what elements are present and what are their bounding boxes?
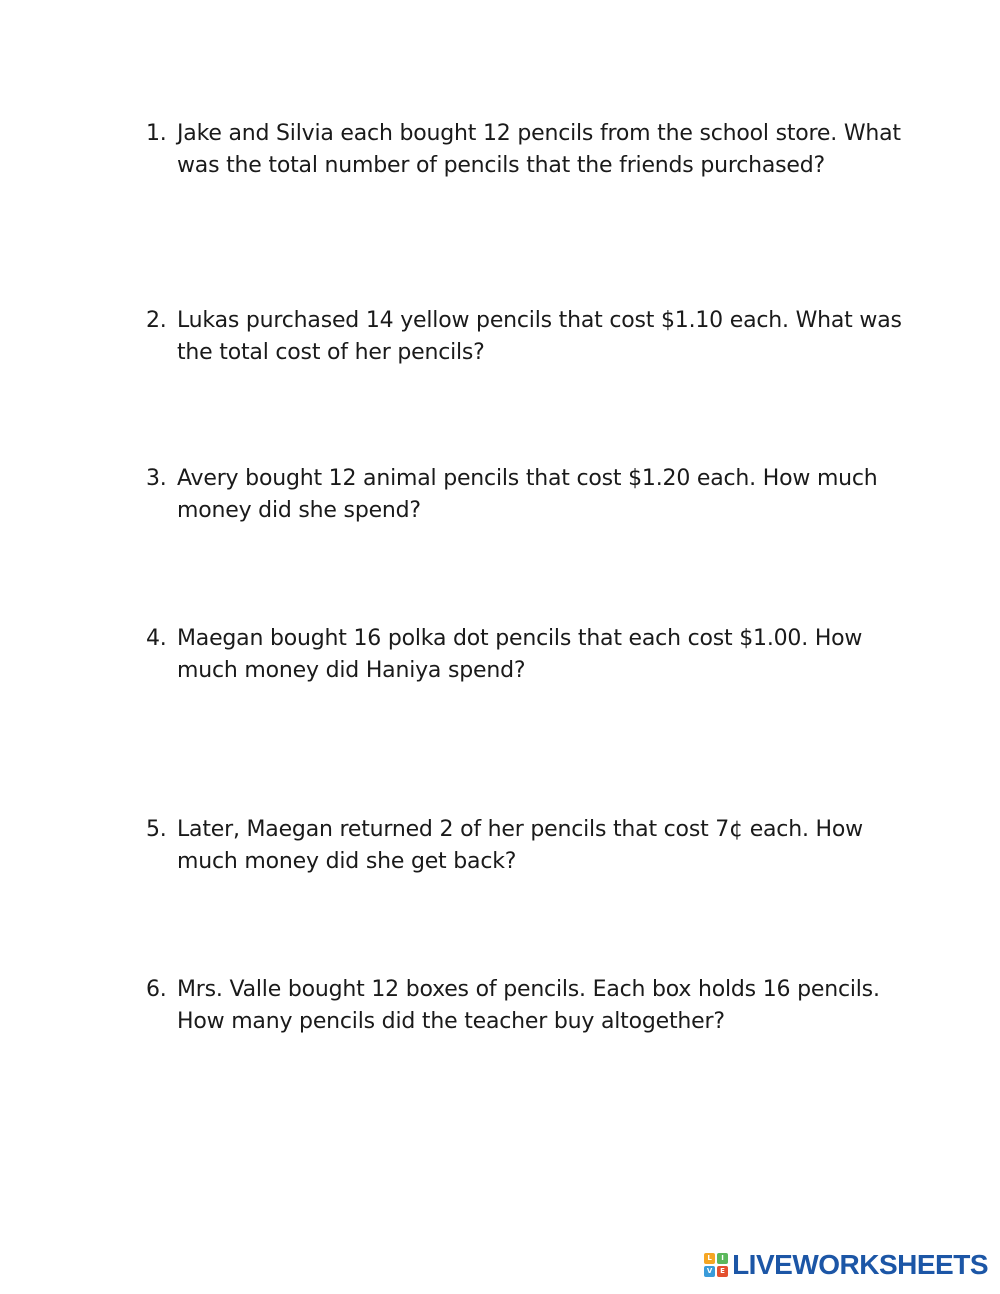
logo-mark-tile: V xyxy=(704,1266,715,1277)
logo-mark-tile: E xyxy=(717,1266,728,1277)
question-text-line-1: Lukas purchased 14 yellow pencils that cost $1.10 each. What was xyxy=(177,308,902,333)
question-3 xyxy=(146,463,906,527)
logo-text: LIVEWORKSHEETS xyxy=(732,1249,988,1280)
question-2 xyxy=(146,305,906,369)
question-text-line-1: Avery bought 12 animal pencils that cost $1.20 each. How much xyxy=(177,466,878,491)
question-number: 2. xyxy=(146,308,167,333)
logo-mark-tile: I xyxy=(717,1253,728,1264)
question-text-line-2: much money did she get back? xyxy=(177,849,517,874)
question-text-line-2: much money did Haniya spend? xyxy=(177,658,526,683)
question-text-line-2: How many pencils did the teacher buy altogether? xyxy=(177,1009,725,1034)
question-number: 5. xyxy=(146,817,167,842)
question-text-line-1: Later, Maegan returned 2 of her pencils that cost 7¢ each. How xyxy=(177,817,863,842)
logo-mark-icon xyxy=(704,1253,728,1277)
question-text-line-2: was the total number of pencils that the friends purchased? xyxy=(177,153,825,178)
question-text-line-2: the total cost of her pencils? xyxy=(177,340,485,365)
liveworksheets-logo xyxy=(704,1250,988,1280)
question-number: 3. xyxy=(146,466,167,491)
question-text-line-1: Jake and Silvia each bought 12 pencils from the school store. What xyxy=(177,121,901,146)
question-4 xyxy=(146,623,906,687)
question-1 xyxy=(146,118,906,182)
logo-mark-tile: L xyxy=(704,1253,715,1264)
question-6 xyxy=(146,974,906,1038)
question-text-line-1: Maegan bought 16 polka dot pencils that each cost $1.00. How xyxy=(177,626,863,651)
question-text-line-2: money did she spend? xyxy=(177,498,421,523)
question-number: 4. xyxy=(146,626,167,651)
question-number: 1. xyxy=(146,121,167,146)
question-text-line-1: Mrs. Valle bought 12 boxes of pencils. Each box holds 16 pencils. xyxy=(177,977,880,1002)
question-number: 6. xyxy=(146,977,167,1002)
question-5 xyxy=(146,814,906,878)
